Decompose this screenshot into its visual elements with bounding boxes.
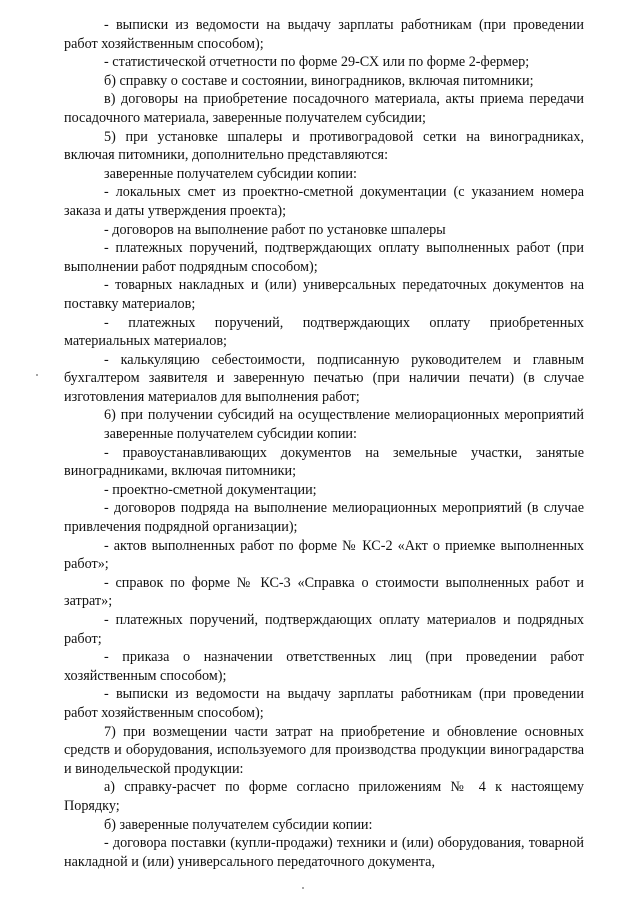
paragraph: заверенные получателем субсидии копии: bbox=[104, 426, 357, 443]
paragraph: - платежных поручений, подтверждающих оплату приобретенных материальных материалов; bbox=[64, 314, 584, 350]
document-body bbox=[64, 16, 584, 871]
paragraph: - актов выполненных работ по форме № КС-2 «Акт о приемке выполненных работ»; bbox=[64, 537, 584, 573]
paragraph: - платежных поручений, подтверждающих оплату материалов и подрядных работ; bbox=[64, 612, 584, 647]
paragraph: - выписки из ведомости на выдачу зарплаты работникам (при проведении работ хозяйственным способом); bbox=[64, 17, 584, 52]
paragraph: - приказа о назначении ответственных лиц (при проведении работ хозяйственным способом); bbox=[64, 649, 584, 684]
paragraph: - калькуляцию себестоимости, подписанную руководителем и главным бухгалтером заявителя и заверенную печатью (при наличии печати) (в случае изготовления материалов для выполнения работ; bbox=[64, 351, 584, 405]
scan-speck bbox=[36, 374, 38, 376]
paragraph: - договора поставки (купли-продажи) техники и (или) оборудования, товарной накладной и (или) универсального передаточного документа, bbox=[64, 835, 584, 870]
paragraph: - справок по форме № КС-3 «Справка о стоимости выполненных работ и затрат»; bbox=[64, 574, 584, 610]
paragraph: 7) при возмещении части затрат на приобретение и обновление основных средств и оборудования, используемого для производства продукции виноградарства и винодельческой продукции: bbox=[64, 723, 584, 777]
paragraph: - выписки из ведомости на выдачу зарплаты работникам (при проведении работ хозяйственным способом); bbox=[64, 686, 584, 721]
paragraph: - локальных смет из проектно-сметной документации (с указанием номера заказа и даты утверждения проекта); bbox=[64, 184, 584, 219]
paragraph: заверенные получателем субсидии копии: bbox=[104, 165, 357, 182]
paragraph: в) договоры на приобретение посадочного материала, акты приема передачи посадочного материала, заверенные получателем субсидии; bbox=[64, 91, 584, 126]
paragraph: б) заверенные получателем субсидии копии: bbox=[104, 816, 373, 833]
paragraph: б) справку о составе и состоянии, виноградников, включая питомники; bbox=[104, 72, 534, 89]
paragraph: - проектно-сметной документации; bbox=[104, 481, 317, 498]
paragraph: - договоров подряда на выполнение мелиорационных мероприятий (в случае привлечения подрядной организации); bbox=[64, 500, 584, 536]
paragraph: - договоров на выполнение работ по установке шпалеры bbox=[104, 221, 446, 238]
paragraph: - платежных поручений, подтверждающих оплату выполненных работ (при выполнении работ подрядным способом); bbox=[64, 240, 584, 275]
paragraph: - правоустанавливающих документов на земельные участки, занятые виноградниками, включая питомники; bbox=[64, 444, 584, 480]
paragraph: - статистической отчетности по форме 29-СХ или по форме 2-фермер; bbox=[104, 54, 530, 71]
scan-speck bbox=[302, 887, 304, 889]
paragraph: 6) при получении субсидий на осуществление мелиорационных мероприятий bbox=[104, 407, 584, 424]
paragraph: 5) при установке шпалеры и противоградовой сетки на виноградниках, включая питомники, дополнительно представляются: bbox=[64, 128, 584, 164]
paragraph: - товарных накладных и (или) универсальных передаточных документов на поставку материалов; bbox=[64, 277, 584, 312]
paragraph: а) справку-расчет по форме согласно приложениям № 4 к настоящему Порядку; bbox=[64, 779, 584, 814]
